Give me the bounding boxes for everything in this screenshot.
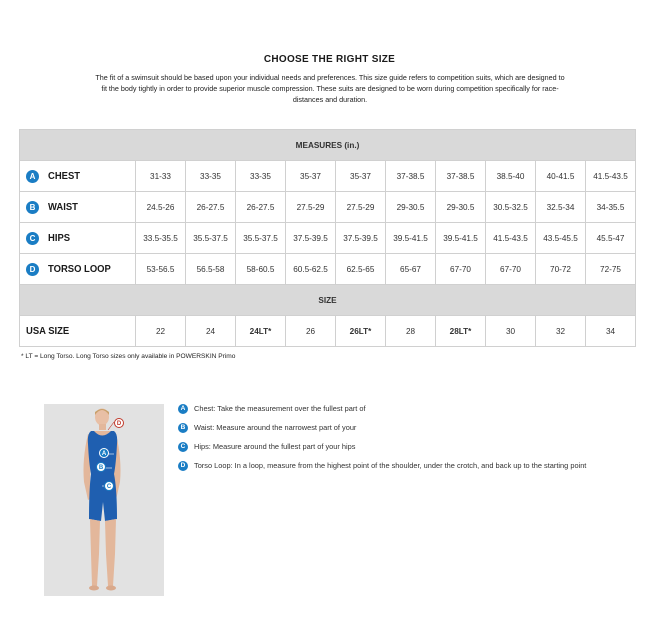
measure-cell: 33.5-35.5 (136, 223, 186, 254)
usa-size-cell: 24 (186, 316, 236, 347)
size-header: SIZE (20, 285, 636, 316)
measure-cell: 38.5-40 (486, 161, 536, 192)
measure-row-label (20, 254, 136, 285)
usa-size-label: USA SIZE (20, 316, 136, 347)
usa-size-cell: 26LT* (336, 316, 386, 347)
measure-row-label (20, 223, 136, 254)
measure-cell: 37-38.5 (436, 161, 486, 192)
measure-cell: 65-67 (386, 254, 436, 285)
measure-name: WAIST (48, 201, 78, 213)
measure-cell: 62.5-65 (336, 254, 386, 285)
legend-badge: D (178, 461, 188, 471)
swimmer-photo (44, 404, 164, 596)
figure-marker: D (114, 418, 124, 428)
legend-badge: C (178, 442, 188, 452)
measure-cell: 35-37 (286, 161, 336, 192)
legend-item (178, 423, 618, 433)
footnote: * LT = Long Torso. Long Torso sizes only available in POWERSKIN Primo (21, 353, 236, 360)
legend-item (178, 442, 618, 452)
measure-badge: A (26, 170, 39, 183)
measure-cell: 37-38.5 (386, 161, 436, 192)
measure-cell: 45.5-47 (586, 223, 636, 254)
legend-item (178, 404, 618, 414)
measure-cell: 60.5-62.5 (286, 254, 336, 285)
legend-text: Hips: Measure around the fullest part of your hips (194, 442, 356, 451)
measure-badge: D (26, 263, 39, 276)
measures-header: MEASURES (in.) (20, 130, 636, 161)
measure-cell: 33-35 (236, 161, 286, 192)
legend-badge: A (178, 404, 188, 414)
legend-text: Waist: Measure around the narrowest part of your (194, 423, 357, 432)
measure-cell: 29-30.5 (436, 192, 486, 223)
measure-cell: 41.5-43.5 (586, 161, 636, 192)
measure-cell: 27.5-29 (286, 192, 336, 223)
measure-row-torso-loop (20, 254, 636, 285)
measure-row-waist (20, 192, 636, 223)
measure-cell: 56.5-58 (186, 254, 236, 285)
measure-cell: 67-70 (436, 254, 486, 285)
measure-cell: 33-35 (186, 161, 236, 192)
page-title: CHOOSE THE RIGHT SIZE (263, 54, 396, 65)
measure-cell: 35-37 (336, 161, 386, 192)
measure-cell: 53-56.5 (136, 254, 186, 285)
measure-cell: 43.5-45.5 (536, 223, 586, 254)
measure-row-label (20, 161, 136, 192)
measure-name: HIPS (48, 232, 71, 244)
measure-cell: 39.5-41.5 (386, 223, 436, 254)
measure-cell: 30.5-32.5 (486, 192, 536, 223)
measure-badge: C (26, 232, 39, 245)
size-header-row (20, 285, 636, 316)
swimmer-illustration (44, 404, 164, 596)
measure-cell: 67-70 (486, 254, 536, 285)
intro-paragraph: The fit of a swimsuit should be based upon your individual needs and preferences. This size guide refers to competition suits, which are designed to fit the body tightly in order to provide superior muscle compression. These suits are designed to be worn during competition specifically for race-distances and duration. (95, 73, 565, 104)
measure-cell: 41.5-43.5 (486, 223, 536, 254)
measure-cell: 34-35.5 (586, 192, 636, 223)
measure-cell: 39.5-41.5 (436, 223, 486, 254)
measure-row-hips (20, 223, 636, 254)
measure-cell: 27.5-29 (336, 192, 386, 223)
measure-badge: B (26, 201, 39, 214)
usa-size-cell: 22 (136, 316, 186, 347)
figure-marker: B (96, 462, 106, 472)
usa-size-row (20, 316, 636, 347)
measurement-legend (178, 404, 618, 480)
measure-cell: 40-41.5 (536, 161, 586, 192)
measure-cell: 70-72 (536, 254, 586, 285)
measure-cell: 26-27.5 (236, 192, 286, 223)
legend-text: Torso Loop: In a loop, measure from the highest point of the shoulder, under the crotch, and back up to the starting point (194, 461, 587, 470)
usa-size-cell: 28 (386, 316, 436, 347)
measure-name: TORSO LOOP (48, 263, 111, 275)
measure-cell: 32.5-34 (536, 192, 586, 223)
measure-row-label (20, 192, 136, 223)
measure-cell: 37.5-39.5 (336, 223, 386, 254)
measure-cell: 58-60.5 (236, 254, 286, 285)
measure-cell: 37.5-39.5 (286, 223, 336, 254)
usa-size-cell: 26 (286, 316, 336, 347)
usa-size-cell: 24LT* (236, 316, 286, 347)
measures-header-row (20, 130, 636, 161)
measure-row-chest (20, 161, 636, 192)
measure-cell: 72-75 (586, 254, 636, 285)
usa-size-cell: 30 (486, 316, 536, 347)
measure-cell: 31-33 (136, 161, 186, 192)
usa-size-cell: 28LT* (436, 316, 486, 347)
measure-cell: 35.5-37.5 (236, 223, 286, 254)
figure-marker: A (99, 448, 109, 458)
size-chart-table (19, 129, 636, 347)
usa-size-cell: 34 (586, 316, 636, 347)
usa-size-cell: 32 (536, 316, 586, 347)
legend-text: Chest: Take the measurement over the fullest part of (194, 404, 366, 413)
legend-item (178, 461, 618, 471)
measure-cell: 35.5-37.5 (186, 223, 236, 254)
legend-badge: B (178, 423, 188, 433)
measure-name: CHEST (48, 170, 81, 182)
figure-marker: C (104, 481, 114, 491)
measure-cell: 24.5-26 (136, 192, 186, 223)
measure-cell: 26-27.5 (186, 192, 236, 223)
measure-cell: 29-30.5 (386, 192, 436, 223)
